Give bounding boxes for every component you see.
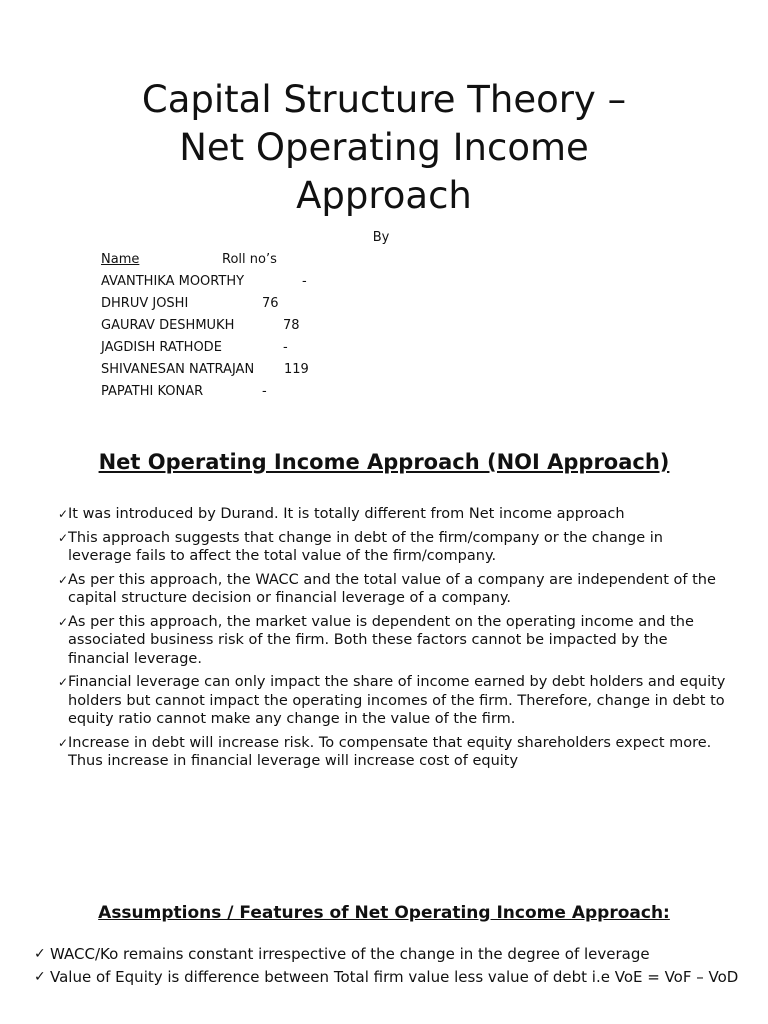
member-roll: 76	[262, 296, 279, 311]
list-item	[58, 673, 728, 729]
member-roll: 78	[283, 318, 300, 333]
list-item	[58, 505, 728, 524]
document-title	[0, 76, 768, 220]
bullet-text: Financial leverage can only impact the share of income earned by debt holders and equity holders but cannot impact the operating incomes of the firm. Therefore, change in debt to equity ratio cannot make any change in the value of the firm.	[68, 674, 726, 727]
assumption-text: WACC/Ko remains constant irrespective of the change in the degree of leverage	[50, 945, 650, 963]
checkmark-icon: ✓	[58, 530, 69, 545]
member-name: SHIVANESAN NATRAJAN	[101, 362, 255, 377]
checkmark-icon: ✓	[58, 614, 69, 629]
checkmark-icon: ✓	[34, 946, 46, 962]
list-item	[58, 571, 728, 608]
title-line-3: Approach	[296, 174, 472, 217]
bullet-text: As per this approach, the market value is dependent on the operating income and the associated business risk of the firm. Both these factors cannot be impacted by the financial leverage.	[68, 613, 694, 667]
member-roll: -	[262, 384, 267, 399]
member-name: PAPATHI KONAR	[101, 384, 204, 399]
assumptions-list	[34, 945, 754, 991]
assumptions-heading: Assumptions / Features of Net Operating Income Approach:	[98, 903, 670, 923]
list-item	[58, 734, 728, 771]
list-item	[58, 529, 728, 566]
list-item	[58, 613, 728, 669]
checkmark-icon: ✓	[58, 735, 69, 750]
by-label: By	[372, 230, 390, 245]
member-name: DHRUV JOSHI	[101, 296, 189, 311]
member-name: JAGDISH RATHODE	[101, 340, 222, 355]
member-roll: -	[302, 274, 307, 289]
list-item	[34, 968, 754, 987]
noi-bullet-list	[58, 505, 728, 776]
roster-roll-header: Roll no’s	[222, 252, 277, 267]
member-roll: 119	[284, 362, 309, 377]
bullet-text: It was introduced by Durand. It is totally different from Net income approach	[68, 506, 625, 522]
member-roll: -	[283, 340, 288, 355]
bullet-text: As per this approach, the WACC and the total value of a company are independent of the capital structure decision or financial leverage of a company.	[68, 571, 716, 606]
checkmark-icon: ✓	[58, 507, 69, 521]
title-line-1: Capital Structure Theory –	[141, 78, 627, 121]
bullet-text: Increase in debt will increase risk. To compensate that equity shareholders expect more. Thus increase in financial leverage will increase cost of equity	[68, 734, 712, 769]
list-item	[34, 945, 754, 964]
checkmark-icon: ✓	[34, 969, 46, 985]
member-name: AVANTHIKA MOORTHY	[101, 274, 245, 289]
noi-heading: Net Operating Income Approach (NOI Approach)	[98, 450, 670, 474]
checkmark-icon: ✓	[58, 572, 69, 587]
roster-name-header: Name	[101, 252, 140, 267]
assumption-text: Value of Equity is difference between Total firm value less value of debt i.e VoE = VoF – VoD	[50, 968, 739, 986]
title-line-2: Net Operating Income	[179, 126, 589, 169]
member-name: GAURAV DESHMUKH	[101, 318, 235, 333]
checkmark-icon: ✓	[58, 675, 69, 689]
bullet-text: This approach suggests that change in debt of the firm/company or the change in leverage fails to affect the total value of the firm/company.	[68, 529, 663, 564]
